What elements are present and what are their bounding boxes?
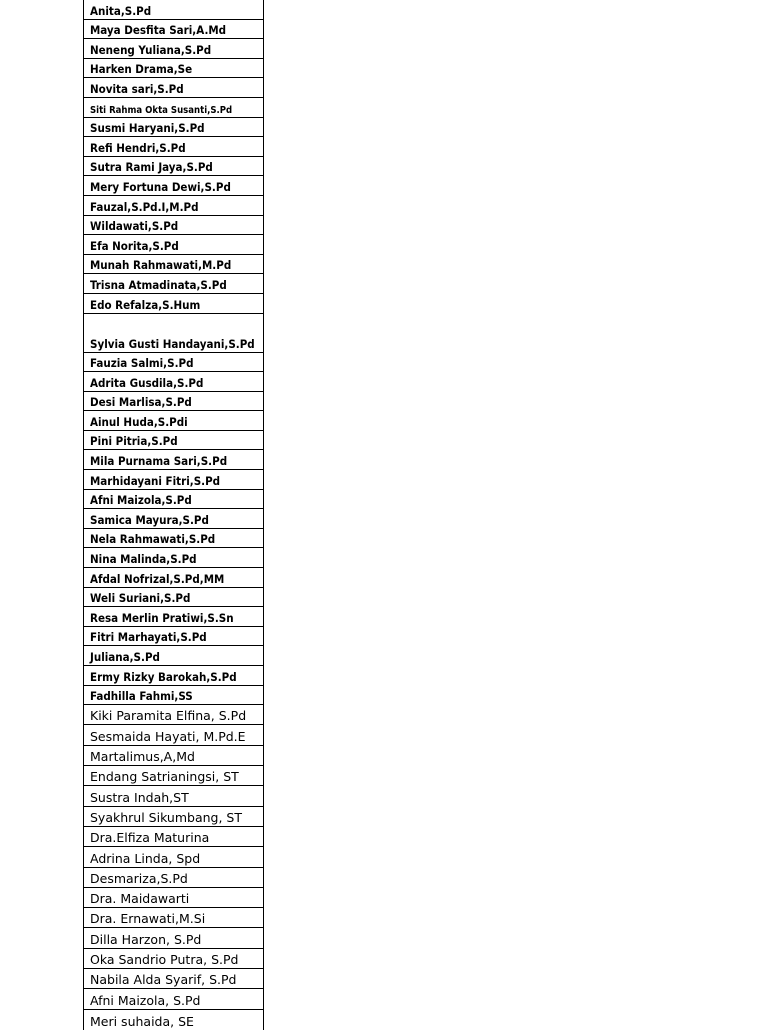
table-row: Fitri Marhayati,S.Pd — [84, 627, 263, 647]
table-row: Samica Mayura,S.Pd — [84, 509, 263, 529]
table-row: Harken Drama,Se — [84, 59, 263, 79]
table-row: Pini Pitria,S.Pd — [84, 431, 263, 451]
table-row: Oka Sandrio Putra, S.Pd — [84, 949, 263, 969]
table-row: Fadhilla Fahmi,SS — [84, 686, 263, 706]
table-row: Juliana,S.Pd — [84, 646, 263, 666]
table-row: Susmi Haryani,S.Pd — [84, 118, 263, 138]
table-row: Nabila Alda Syarif, S.Pd — [84, 969, 263, 989]
table-row: Anita,S.Pd — [84, 0, 263, 20]
table-row: Ermy Rizky Barokah,S.Pd — [84, 666, 263, 686]
table-row: Dra.Elfiza Maturina — [84, 827, 263, 847]
table-row: Syakhrul Sikumbang, ST — [84, 807, 263, 827]
table-row: Munah Rahmawati,M.Pd — [84, 255, 263, 275]
table-row: Novita sari,S.Pd — [84, 78, 263, 98]
table-row: Ainul Huda,S.Pdi — [84, 411, 263, 431]
table-row: Sutra Rami Jaya,S.Pd — [84, 157, 263, 177]
table-row: Efa Norita,S.Pd — [84, 235, 263, 255]
table-row: Refi Hendri,S.Pd — [84, 137, 263, 157]
table-row: Nela Rahmawati,S.Pd — [84, 529, 263, 549]
table-row: Dra. Ernawati,M.Si — [84, 908, 263, 928]
table-row: Afdal Nofrizal,S.Pd,MM — [84, 568, 263, 588]
table-row: Endang Satrianingsi, ST — [84, 766, 263, 786]
table-row: Dilla Harzon, S.Pd — [84, 928, 263, 948]
table-row: Afni Maizola,S.Pd — [84, 490, 263, 510]
table-row: Siti Rahma Okta Susanti,S.Pd — [84, 98, 263, 118]
table-row: Sylvia Gusti Handayani,S.Pd — [84, 314, 263, 353]
table-row: Nina Malinda,S.Pd — [84, 548, 263, 568]
table-row: Desi Marlisa,S.Pd — [84, 392, 263, 412]
name-column — [83, 0, 264, 1030]
table-row: Desmariza,S.Pd — [84, 868, 263, 888]
table-row: Kiki Paramita Elfina, S.Pd — [84, 705, 263, 725]
table-row: Mery Fortuna Dewi,S.Pd — [84, 176, 263, 196]
table-row: Martalimus,A,Md — [84, 746, 263, 766]
table-row: Weli Suriani,S.Pd — [84, 588, 263, 608]
table-row: Dra. Maidawarti — [84, 888, 263, 908]
table-row: Wildawati,S.Pd — [84, 216, 263, 236]
table-row: Neneng Yuliana,S.Pd — [84, 39, 263, 59]
table-row: Adrina Linda, Spd — [84, 847, 263, 867]
table-row: Fauzia Salmi,S.Pd — [84, 353, 263, 373]
table-row: Maya Desfita Sari,A.Md — [84, 20, 263, 40]
table-row: Adrita Gusdila,S.Pd — [84, 372, 263, 392]
table-row: Meri suhaida, SE — [90, 1013, 194, 1029]
table-row: Fauzal,S.Pd.I,M.Pd — [84, 196, 263, 216]
table-row: Sesmaida Hayati, M.Pd.E — [84, 725, 263, 745]
table-row: Sustra Indah,ST — [84, 786, 263, 806]
table-row: Trisna Atmadinata,S.Pd — [84, 274, 263, 294]
table-row: Resa Merlin Pratiwi,S.Sn — [84, 607, 263, 627]
table-row: Marhidayani Fitri,S.Pd — [84, 470, 263, 490]
table-row: Edo Refalza,S.Hum — [84, 294, 263, 314]
table-row: Afni Maizola, S.Pd — [84, 989, 263, 1009]
table-row: Mila Purnama Sari,S.Pd — [84, 450, 263, 470]
